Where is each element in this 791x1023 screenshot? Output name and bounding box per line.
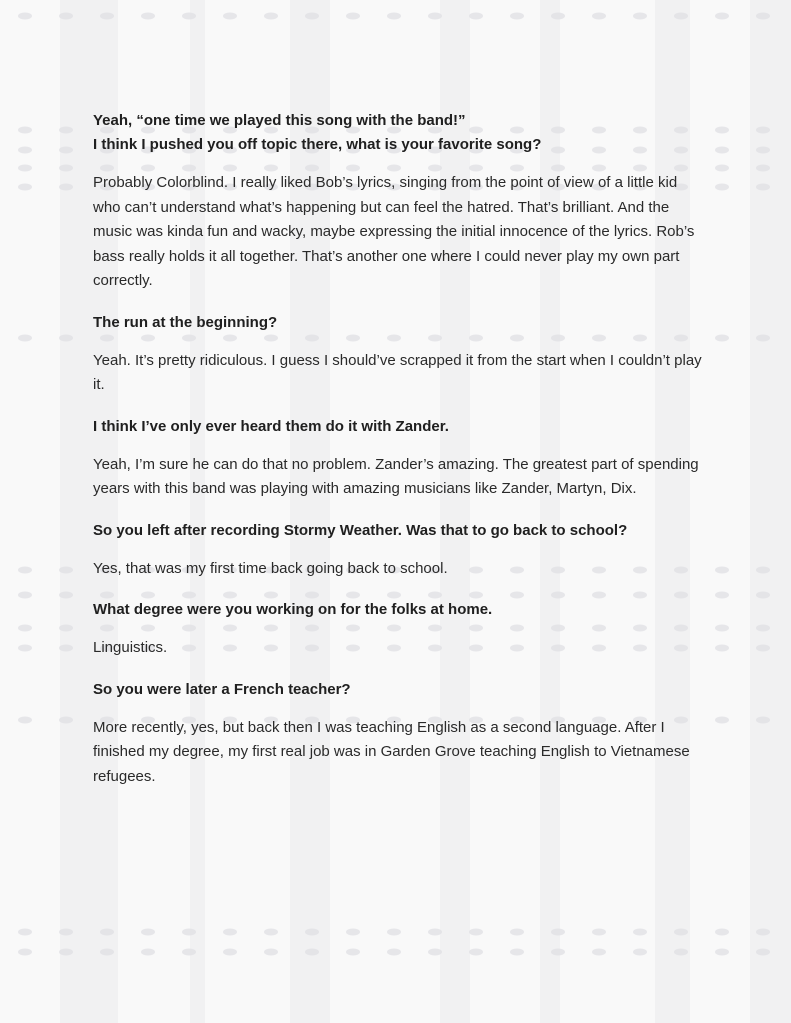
answer-text: Yeah. It’s pretty ridiculous. I guess I should’ve scrapped it from the start when I couldn’t play it.	[93, 351, 702, 393]
interview-transcript	[93, 109, 703, 806]
question-text: The run at the beginning?	[93, 313, 278, 331]
answer-text: Yes, that was my first time back going back to school.	[93, 559, 448, 577]
answer-text: Yeah, I’m sure he can do that no problem. Zander’s amazing. The greatest part of spending years with this band was playing with amazing musicians like Zander, Martyn, Dix.	[93, 455, 699, 497]
question-text: I think I pushed you off topic there, what is your favorite song?	[93, 136, 542, 153]
answer-text: Probably Colorblind. I really liked Bob’s lyrics, singing from the point of view of a little kid who can’t understand what’s happening but can feel the hatred. That’s brilliant. And the music was kinda fun and wacky, maybe expressing the initial innocence of the lyrics. Rob’s bass really holds it all together. That’s another one where I could never play my own part correctly.	[93, 174, 695, 289]
question-text: So you were later a French teacher?	[93, 680, 351, 698]
answer-text: More recently, yes, but back then I was teaching English as a second language. After I finished my degree, my first real job was in Garden Grove teaching English to Vietnamese refugees.	[93, 718, 690, 785]
answer-text: Linguistics.	[93, 639, 168, 656]
question-text: What degree were you working on for the folks at home.	[93, 601, 493, 618]
question-text: Yeah, “one time we played this song with the band!”	[93, 112, 466, 129]
question-text: I think I’ve only ever heard them do it with Zander.	[93, 417, 449, 435]
question-text: So you left after recording Stormy Weather. Was that to go back to school?	[93, 521, 628, 539]
